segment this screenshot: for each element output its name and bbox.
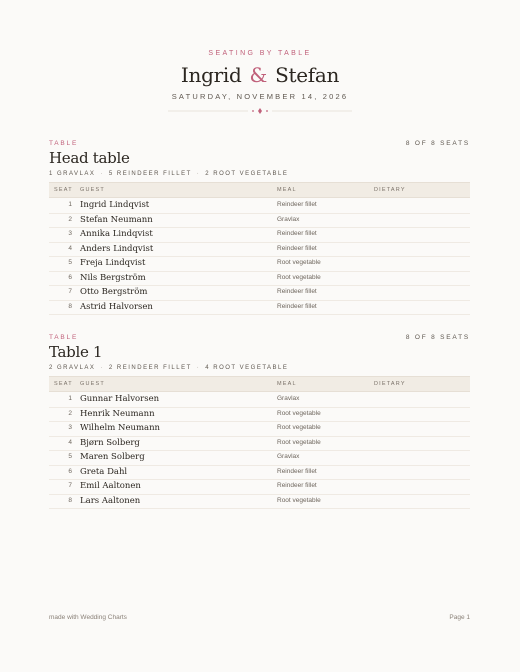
table-row <box>49 272 470 287</box>
meal-summary-item: 1 GRAVLAX <box>49 171 96 177</box>
table-row <box>49 393 470 408</box>
guest-name: Henrik Neumann <box>80 408 155 419</box>
column-header-meal: MEAL <box>277 381 297 387</box>
seat-number: 4 <box>68 244 72 252</box>
meal-choice: Reindeer fillet <box>277 482 317 489</box>
table-header-row <box>49 182 470 198</box>
seats-count: 8 OF 8 SEATS <box>405 140 470 147</box>
guest-name: Gunnar Halvorsen <box>80 394 160 404</box>
partner-name-1: Ingrid <box>180 63 242 87</box>
table-row <box>49 228 470 243</box>
couple-names <box>0 63 520 87</box>
partner-name-2: Stefan <box>275 63 340 87</box>
guest-name: Anders Lindqvist <box>80 243 154 254</box>
seat-number: 1 <box>68 201 72 208</box>
guest-name: Wilhelm Neumann <box>80 423 161 433</box>
guest-list <box>49 199 470 315</box>
meal-choice: Root vegetable <box>277 438 321 446</box>
ampersand: & <box>249 63 268 87</box>
table-row <box>49 243 470 258</box>
column-header-dietary: DIETARY <box>374 187 406 193</box>
table-row <box>49 451 470 466</box>
guest-name: Astrid Halvorsen <box>80 301 153 312</box>
table-row <box>49 495 470 510</box>
guest-name: Stefan Neumann <box>80 214 153 225</box>
seat-number: 6 <box>68 467 72 475</box>
separator-dot: · <box>196 171 201 177</box>
wedding-date: SATURDAY, NOVEMBER 14, 2026 <box>171 92 349 101</box>
meal-summary <box>49 171 288 177</box>
meal-choice: Root vegetable <box>277 409 321 417</box>
meal-summary-item: 2 REINDEER FILLET <box>108 365 192 371</box>
page-number: Page 1 <box>449 614 470 621</box>
column-header-seat: SEAT <box>54 187 73 193</box>
guest-name: Greta Dahl <box>80 466 128 477</box>
seat-number: 7 <box>68 288 72 295</box>
meal-choice: Root vegetable <box>277 496 321 504</box>
seat-number: 5 <box>68 453 72 460</box>
column-header-dietary: DIETARY <box>374 381 406 387</box>
guest-name: Ingrid Lindqvist <box>80 200 150 210</box>
table-row <box>49 301 470 316</box>
meal-choice: Gravlax <box>277 215 300 223</box>
column-header-guest: GUEST <box>80 187 105 193</box>
meal-choice: Gravlax <box>277 395 300 402</box>
seat-number: 3 <box>68 424 72 431</box>
meal-choice: Root vegetable <box>277 273 321 281</box>
table-row <box>49 214 470 229</box>
meal-summary-item: 2 ROOT VEGETABLE <box>205 171 289 177</box>
divider-ornament-icon <box>168 106 352 116</box>
separator-dot: · <box>100 365 104 371</box>
meal-choice: Reindeer fillet <box>277 201 317 208</box>
meal-choice: Gravlax <box>277 453 300 460</box>
meal-choice: Reindeer fillet <box>277 302 317 310</box>
table-name: Table 1 <box>49 343 103 361</box>
meal-summary <box>49 365 288 371</box>
table-label: TABLE <box>49 140 79 147</box>
guest-name: Bjørn Solberg <box>80 437 140 448</box>
column-header-seat: SEAT <box>54 381 73 387</box>
table-row <box>49 257 470 272</box>
guest-name: Annika Lindqvist <box>80 229 153 239</box>
column-header-guest: GUEST <box>80 381 105 387</box>
separator-dot: · <box>196 365 201 371</box>
table-row <box>49 480 470 495</box>
table-row <box>49 437 470 452</box>
guest-name: Lars Aaltonen <box>80 495 141 506</box>
meal-choice: Reindeer fillet <box>277 244 317 252</box>
seat-number: 2 <box>68 215 72 223</box>
guest-name: Nils Bergström <box>80 272 146 283</box>
table-name: Head table <box>49 149 130 167</box>
guest-name: Freja Lindqvist <box>80 258 146 268</box>
table-header-row <box>49 376 470 392</box>
table-row <box>49 408 470 423</box>
meal-summary-item: 4 ROOT VEGETABLE <box>205 365 289 371</box>
guest-name: Emil Aaltonen <box>80 481 141 491</box>
header-kicker: SEATING BY TABLE <box>208 50 312 57</box>
meal-choice: Reindeer fillet <box>277 467 317 475</box>
seat-number: 1 <box>68 395 72 402</box>
meal-choice: Root vegetable <box>277 424 321 431</box>
meal-choice: Reindeer fillet <box>277 288 317 295</box>
column-header-meal: MEAL <box>277 187 297 193</box>
meal-summary-item: 5 REINDEER FILLET <box>108 171 192 177</box>
seat-number: 3 <box>68 230 72 237</box>
guest-list <box>49 393 470 509</box>
table-row <box>49 466 470 481</box>
seat-number: 2 <box>68 409 72 417</box>
seats-count: 8 OF 8 SEATS <box>405 334 470 341</box>
guest-name: Maren Solberg <box>80 452 145 462</box>
table-label: TABLE <box>49 334 79 341</box>
meal-choice: Root vegetable <box>277 259 321 266</box>
meal-summary-item: 2 GRAVLAX <box>49 365 96 371</box>
footer-credit: made with Wedding Charts <box>49 614 127 621</box>
seat-number: 6 <box>68 273 72 281</box>
seat-number: 4 <box>68 438 72 446</box>
seat-number: 8 <box>68 302 72 310</box>
seat-number: 5 <box>68 259 72 266</box>
table-row <box>49 286 470 301</box>
meal-choice: Reindeer fillet <box>277 230 317 237</box>
table-row <box>49 422 470 437</box>
separator-dot: · <box>100 171 104 177</box>
seat-number: 7 <box>68 482 72 489</box>
guest-name: Otto Bergström <box>80 287 148 297</box>
table-row <box>49 199 470 214</box>
seat-number: 8 <box>68 496 72 504</box>
